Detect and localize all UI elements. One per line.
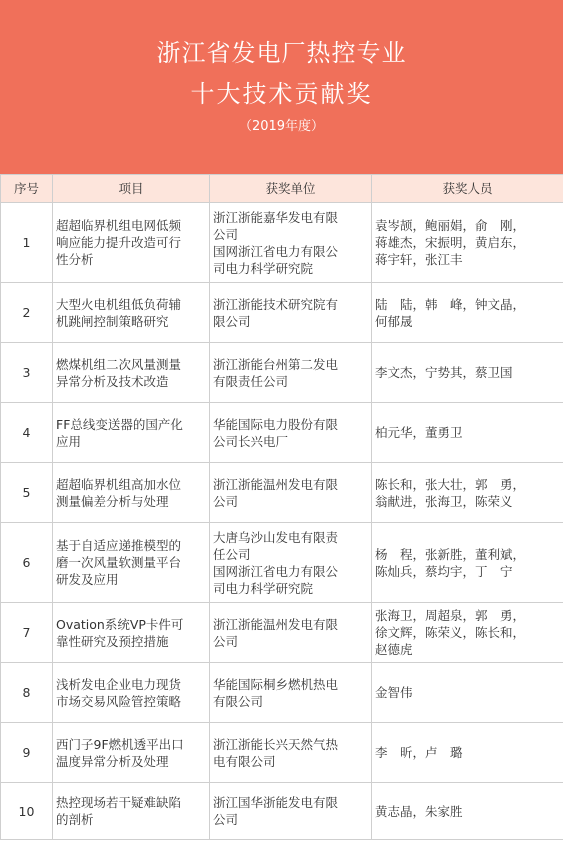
row-project xyxy=(53,463,210,523)
row-project-line: 应用 xyxy=(56,433,82,449)
header-project: 项目 xyxy=(53,175,210,203)
header-seq: 序号 xyxy=(1,175,53,203)
row-project-line: 异常分析及技术改造 xyxy=(56,373,169,389)
row-project-line: 超超临界机组电网低频 xyxy=(56,218,182,233)
row-project-line: 西门子9F燃机透平出口 xyxy=(56,736,184,752)
row-unit xyxy=(210,783,372,840)
row-unit-line: 浙江浙能温州发电有限 xyxy=(213,616,339,632)
row-unit xyxy=(210,463,372,523)
row-seq: 3 xyxy=(1,343,53,403)
row-project-line: 机跳闸控制策略研究 xyxy=(56,313,169,329)
row-project-line: 磨一次风量软测量平台 xyxy=(56,555,182,570)
row-project xyxy=(53,783,210,840)
row-people-line: 徐文辉，陈荣义，陈长和， xyxy=(375,625,526,640)
row-people-line: 李 昕，卢 璐 xyxy=(375,745,463,760)
table-row xyxy=(1,403,563,463)
row-people xyxy=(372,663,563,723)
row-unit-line: 司电力科学研究院 xyxy=(213,580,314,596)
row-people-line: 张海卫，周超泉，郭 勇， xyxy=(375,608,526,623)
row-people-line: 陈长和，张大壮，郭 勇， xyxy=(375,476,526,492)
row-unit xyxy=(210,343,372,403)
row-unit-line: 公司 xyxy=(213,493,239,509)
awards-table xyxy=(0,174,563,840)
row-unit-line: 浙江国华浙能发电有限 xyxy=(213,795,339,810)
row-project xyxy=(53,723,210,783)
row-unit xyxy=(210,403,372,463)
row-people-line: 陆 陆，韩 峰，钟文晶， xyxy=(375,296,526,312)
page-title-line2: 十大技术贡献奖 xyxy=(190,80,373,108)
row-unit xyxy=(210,603,372,663)
row-unit-line: 华能国际电力股份有限 xyxy=(213,416,339,432)
header-banner xyxy=(0,0,563,174)
header-unit: 获奖单位 xyxy=(210,175,372,203)
row-unit-line: 浙江浙能温州发电有限 xyxy=(213,476,339,492)
row-project-line: 性分析 xyxy=(56,252,94,267)
row-people xyxy=(372,523,563,603)
row-unit-line: 公司 xyxy=(213,226,239,242)
table-row xyxy=(1,343,563,403)
row-unit-line: 大唐乌沙山发电有限责 xyxy=(213,529,339,545)
row-project xyxy=(53,603,210,663)
row-people-line: 何郁晟 xyxy=(375,313,413,329)
table-header-row xyxy=(1,175,563,203)
row-people xyxy=(372,343,563,403)
row-project-line: 市场交易风险管控策略 xyxy=(56,693,182,709)
row-unit-line: 国网浙江省电力有限公 xyxy=(213,243,339,259)
row-people-line: 黄志晶，朱家胜 xyxy=(375,803,463,819)
row-seq: 2 xyxy=(1,283,53,343)
row-unit-line: 限公司 xyxy=(213,313,251,329)
row-project-line: FF总线变送器的国产化 xyxy=(56,416,183,432)
row-project xyxy=(53,203,210,283)
row-unit xyxy=(210,723,372,783)
row-unit xyxy=(210,523,372,603)
table-row xyxy=(1,283,563,343)
row-people-line: 陈灿兵，蔡均宇，丁 宁 xyxy=(375,563,513,579)
row-people xyxy=(372,603,563,663)
row-project-line: 燃煤机组二次风量测量 xyxy=(56,356,182,372)
row-people-line: 李文杰，宁势其，蔡卫国 xyxy=(375,365,513,380)
row-seq: 9 xyxy=(1,723,53,783)
row-people xyxy=(372,783,563,840)
row-seq: 10 xyxy=(1,783,53,840)
row-people-line: 金智伟 xyxy=(375,685,413,700)
row-unit-line: 公司 xyxy=(213,633,239,649)
row-unit xyxy=(210,283,372,343)
row-unit-line: 浙江浙能台州第二发电 xyxy=(213,356,339,372)
row-project-line: 基于自适应递推模型的 xyxy=(56,538,182,553)
row-people xyxy=(372,723,563,783)
row-unit-line: 电有限公司 xyxy=(213,753,276,769)
row-people-line: 翁献进，张海卫，陈荣义 xyxy=(375,493,513,509)
header-people: 获奖人员 xyxy=(372,175,563,203)
row-project-line: 超超临界机组高加水位 xyxy=(56,476,182,492)
row-unit-line: 浙江浙能嘉华发电有限 xyxy=(213,209,339,225)
row-seq: 4 xyxy=(1,403,53,463)
row-project-line: 靠性研究及预控措施 xyxy=(56,633,169,649)
table-row xyxy=(1,523,563,603)
row-people-line: 袁岑颉，鲍丽娟，俞 刚， xyxy=(375,218,526,233)
table-row xyxy=(1,663,563,723)
row-project-line: 研发及应用 xyxy=(56,572,119,587)
row-unit xyxy=(210,663,372,723)
row-project xyxy=(53,283,210,343)
row-project-line: 大型火电机组低负荷辅 xyxy=(56,296,182,312)
table-row xyxy=(1,723,563,783)
table-row xyxy=(1,603,563,663)
row-project xyxy=(53,403,210,463)
row-people xyxy=(372,283,563,343)
row-unit-line: 司电力科学研究院 xyxy=(213,260,314,276)
row-project-line: 热控现场若干疑难缺陷 xyxy=(56,795,182,810)
row-unit-line: 国网浙江省电力有限公 xyxy=(213,563,339,579)
row-seq: 6 xyxy=(1,523,53,603)
row-project-line: 的剖析 xyxy=(56,812,94,827)
row-unit-line: 有限责任公司 xyxy=(213,373,289,389)
row-project xyxy=(53,523,210,603)
row-unit-line: 浙江浙能长兴天然气热 xyxy=(213,736,339,752)
row-unit-line: 公司 xyxy=(213,812,239,827)
row-people-line: 蒋宇轩，张江丰 xyxy=(375,252,463,267)
row-seq: 7 xyxy=(1,603,53,663)
row-people xyxy=(372,203,563,283)
row-project-line: 温度异常分析及处理 xyxy=(56,753,169,769)
row-project xyxy=(53,343,210,403)
page-title-line1: 浙江省发电厂热控专业 xyxy=(156,39,407,67)
row-unit-line: 任公司 xyxy=(213,546,251,562)
row-people-line: 蒋雄杰，宋振明，黄启东， xyxy=(375,235,526,250)
row-project-line: 浅析发电企业电力现货 xyxy=(56,676,182,692)
table-row xyxy=(1,783,563,840)
row-seq: 5 xyxy=(1,463,53,523)
row-project-line: Ovation系统VP卡件可 xyxy=(56,616,184,632)
row-project-line: 响应能力提升改造可行 xyxy=(56,235,182,250)
row-project xyxy=(53,663,210,723)
row-people-line: 柏元华，董勇卫 xyxy=(375,425,463,440)
award-year: （2019年度） xyxy=(238,119,325,134)
table-row xyxy=(1,463,563,523)
table-row xyxy=(1,203,563,283)
row-seq: 8 xyxy=(1,663,53,723)
row-unit-line: 华能国际桐乡燃机热电 xyxy=(213,676,339,692)
row-people-line: 赵德虎 xyxy=(375,642,413,657)
row-people xyxy=(372,403,563,463)
row-unit-line: 有限公司 xyxy=(213,693,264,709)
row-unit-line: 浙江浙能技术研究院有 xyxy=(213,296,339,312)
row-unit-line: 公司长兴电厂 xyxy=(213,433,289,449)
row-unit xyxy=(210,203,372,283)
row-people-line: 杨 程，张新胜，董利斌， xyxy=(375,546,526,562)
row-project-line: 测量偏差分析与处理 xyxy=(56,493,169,509)
row-seq: 1 xyxy=(1,203,53,283)
row-people xyxy=(372,463,563,523)
